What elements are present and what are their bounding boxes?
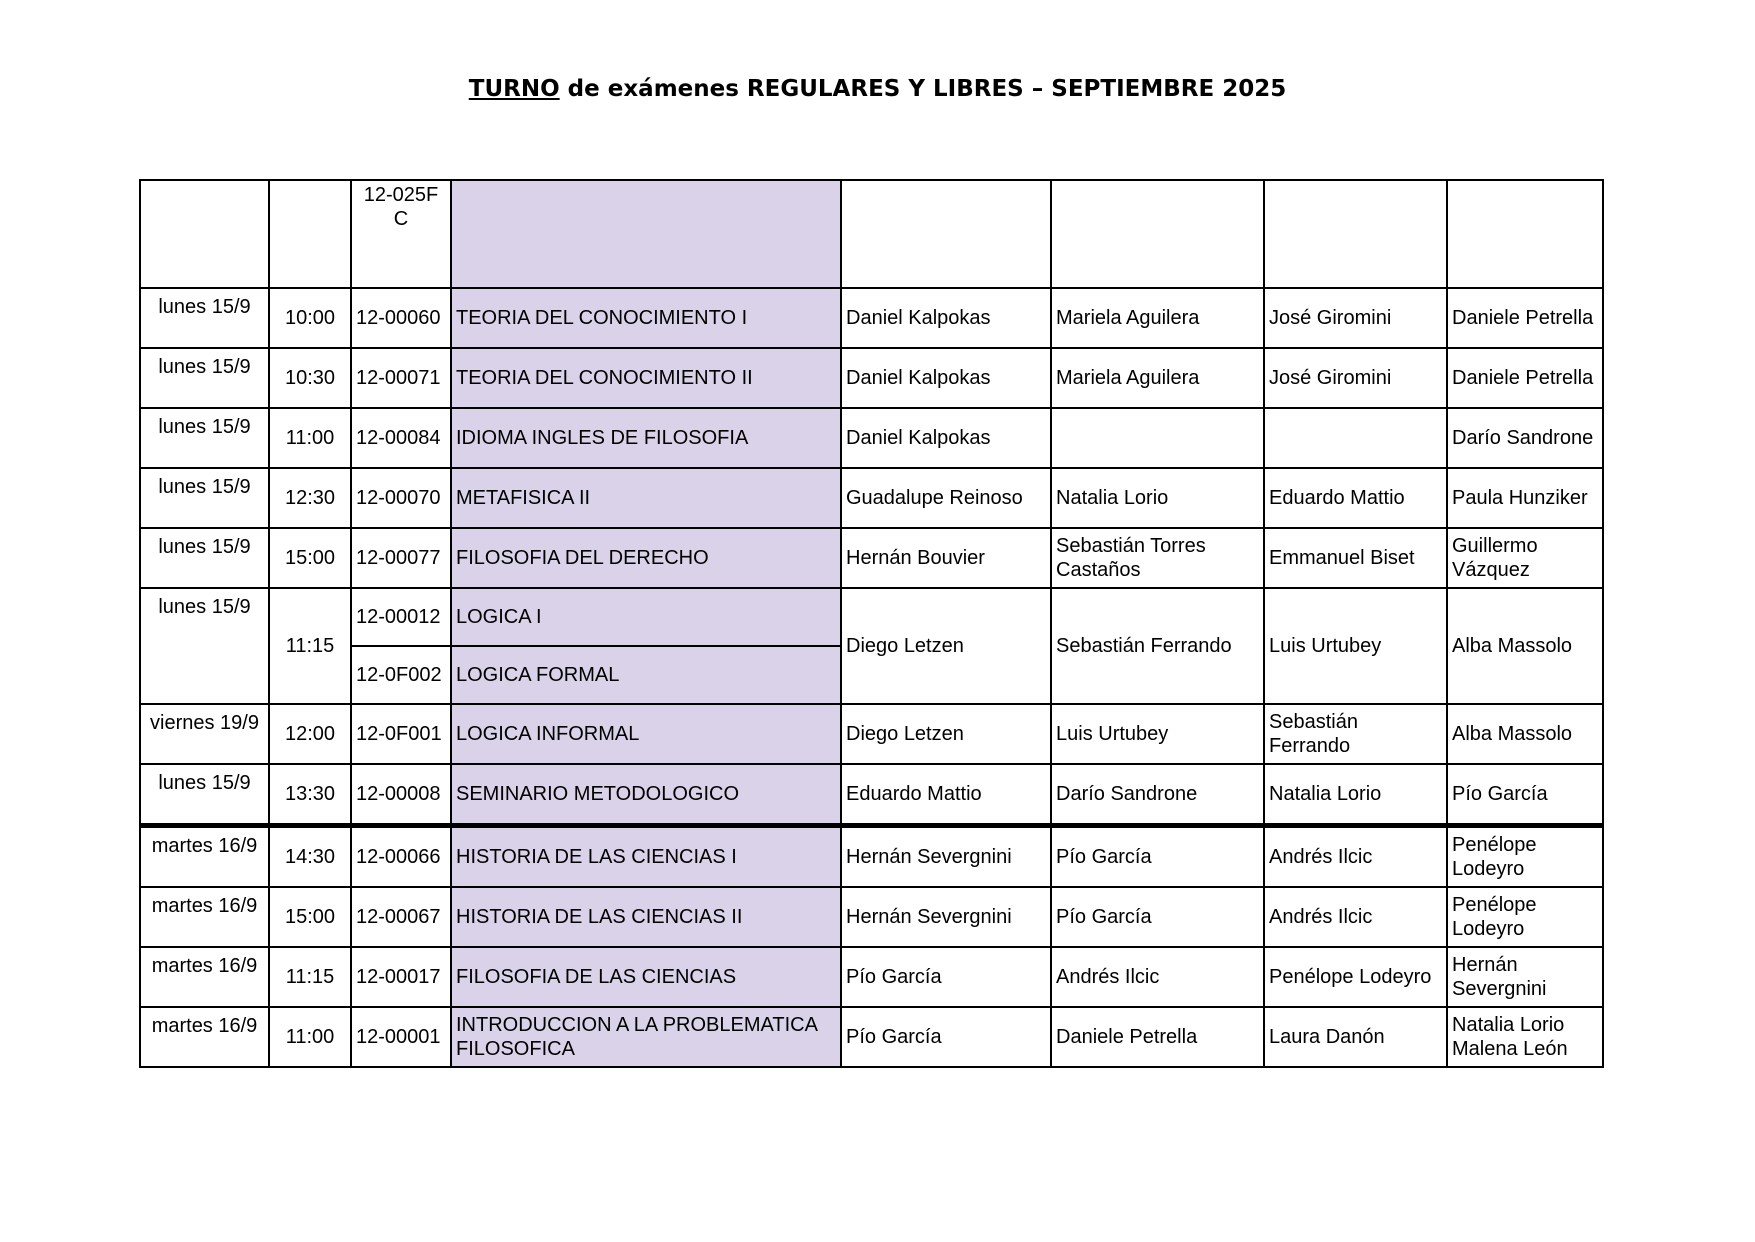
examiner-4-cell: Hernán Severgnini bbox=[1447, 947, 1603, 1007]
examiner-4-cell: Alba Massolo bbox=[1447, 704, 1603, 764]
code-cell: 12-0F001 bbox=[351, 704, 451, 764]
examiner-2-cell: Pío García bbox=[1051, 826, 1264, 888]
day-cell: lunes 15/9 bbox=[140, 764, 269, 826]
examiner-3-cell: Eduardo Mattio bbox=[1264, 468, 1447, 528]
header-row bbox=[140, 180, 1603, 288]
code-cell: 12-00077 bbox=[351, 528, 451, 588]
table-row bbox=[140, 764, 1603, 826]
header-cell bbox=[269, 180, 351, 288]
examiner-3-cell: Emmanuel Biset bbox=[1264, 528, 1447, 588]
table-row bbox=[140, 887, 1603, 947]
table-row bbox=[140, 1007, 1603, 1067]
examiner-1-cell: Hernán Bouvier bbox=[841, 528, 1051, 588]
subject-cell: FILOSOFIA DEL DERECHO bbox=[451, 528, 841, 588]
examiner-4-cell: Darío Sandrone bbox=[1447, 408, 1603, 468]
examiner-4-cell: Paula Hunziker bbox=[1447, 468, 1603, 528]
examiner-1-cell: Diego Letzen bbox=[841, 704, 1051, 764]
time-cell: 11:00 bbox=[269, 1007, 351, 1067]
subject-cell: SEMINARIO METODOLOGICO bbox=[451, 764, 841, 826]
code-cell: 12-00084 bbox=[351, 408, 451, 468]
code-cell: 12-00067 bbox=[351, 887, 451, 947]
code-cell: 12-00066 bbox=[351, 826, 451, 888]
examiner-1-cell: Daniel Kalpokas bbox=[841, 348, 1051, 408]
examiner-1-cell: Pío García bbox=[841, 947, 1051, 1007]
time-cell: 11:15 bbox=[269, 588, 351, 704]
time-cell: 12:30 bbox=[269, 468, 351, 528]
day-cell: lunes 15/9 bbox=[140, 348, 269, 408]
subject-cell: LOGICA INFORMAL bbox=[451, 704, 841, 764]
examiner-3-cell: Andrés Ilcic bbox=[1264, 887, 1447, 947]
subject-cell: LOGICA FORMAL bbox=[451, 646, 841, 704]
code-cell: 12-00070 bbox=[351, 468, 451, 528]
examiner-1-cell: Diego Letzen bbox=[841, 588, 1051, 704]
examiner-1-cell: Eduardo Mattio bbox=[841, 764, 1051, 826]
examiner-3-cell: Andrés Ilcic bbox=[1264, 826, 1447, 888]
day-cell: martes 16/9 bbox=[140, 1007, 269, 1067]
header-cell bbox=[841, 180, 1051, 288]
subject-cell: TEORIA DEL CONOCIMIENTO I bbox=[451, 288, 841, 348]
subject-cell: FILOSOFIA DE LAS CIENCIAS bbox=[451, 947, 841, 1007]
table-row bbox=[140, 528, 1603, 588]
day-cell: martes 16/9 bbox=[140, 887, 269, 947]
day-cell: viernes 19/9 bbox=[140, 704, 269, 764]
subject-cell: HISTORIA DE LAS CIENCIAS I bbox=[451, 826, 841, 888]
subject-cell: METAFISICA II bbox=[451, 468, 841, 528]
examiner-1-cell: Hernán Severgnini bbox=[841, 887, 1051, 947]
day-cell: martes 16/9 bbox=[140, 826, 269, 888]
examiner-2-cell bbox=[1051, 408, 1264, 468]
day-cell: lunes 15/9 bbox=[140, 468, 269, 528]
code-cell: 12-00008 bbox=[351, 764, 451, 826]
time-cell: 11:00 bbox=[269, 408, 351, 468]
subject-cell: LOGICA I bbox=[451, 588, 841, 646]
examiner-2-cell: Darío Sandrone bbox=[1051, 764, 1264, 826]
header-cell bbox=[1051, 180, 1264, 288]
examiner-2-cell: Pío García bbox=[1051, 887, 1264, 947]
code-cell: 12-00071 bbox=[351, 348, 451, 408]
title-rest: de exámenes REGULARES Y LIBRES – SEPTIEMBRE 2025 bbox=[559, 76, 1287, 102]
table-row bbox=[140, 468, 1603, 528]
table-row bbox=[140, 704, 1603, 764]
subject-cell: IDIOMA INGLES DE FILOSOFIA bbox=[451, 408, 841, 468]
examiner-4-cell: Alba Massolo bbox=[1447, 588, 1603, 704]
examiner-3-cell bbox=[1264, 408, 1447, 468]
header-cell bbox=[140, 180, 269, 288]
time-cell: 15:00 bbox=[269, 528, 351, 588]
header-code: 12-025F C bbox=[351, 180, 451, 288]
examiner-1-cell: Hernán Severgnini bbox=[841, 826, 1051, 888]
time-cell: 13:30 bbox=[269, 764, 351, 826]
examiner-2-cell: Daniele Petrella bbox=[1051, 1007, 1264, 1067]
examiner-3-cell: Laura Danón bbox=[1264, 1007, 1447, 1067]
examiner-3-cell: Luis Urtubey bbox=[1264, 588, 1447, 704]
table-row bbox=[140, 288, 1603, 348]
table-row bbox=[140, 408, 1603, 468]
examiner-3-cell: Natalia Lorio bbox=[1264, 764, 1447, 826]
examiner-4-cell: Penélope Lodeyro bbox=[1447, 887, 1603, 947]
time-cell: 14:30 bbox=[269, 826, 351, 888]
day-cell: lunes 15/9 bbox=[140, 528, 269, 588]
examiner-2-cell: Luis Urtubey bbox=[1051, 704, 1264, 764]
header-cell bbox=[1264, 180, 1447, 288]
examiner-3-cell: José Giromini bbox=[1264, 348, 1447, 408]
time-cell: 10:30 bbox=[269, 348, 351, 408]
exam-schedule-table bbox=[139, 179, 1604, 1068]
day-cell: lunes 15/9 bbox=[140, 588, 269, 704]
header-cell bbox=[451, 180, 841, 288]
examiner-2-cell: Natalia Lorio bbox=[1051, 468, 1264, 528]
examiner-4-cell: Penélope Lodeyro bbox=[1447, 826, 1603, 888]
day-cell: lunes 15/9 bbox=[140, 288, 269, 348]
code-cell: 12-00017 bbox=[351, 947, 451, 1007]
examiner-1-cell: Pío García bbox=[841, 1007, 1051, 1067]
code-cell: 12-00060 bbox=[351, 288, 451, 348]
examiner-2-cell: Mariela Aguilera bbox=[1051, 288, 1264, 348]
examiner-4-cell: Daniele Petrella bbox=[1447, 348, 1603, 408]
subject-cell: HISTORIA DE LAS CIENCIAS II bbox=[451, 887, 841, 947]
day-cell: martes 16/9 bbox=[140, 947, 269, 1007]
examiner-2-cell: Mariela Aguilera bbox=[1051, 348, 1264, 408]
examiner-4-cell: Guillermo Vázquez bbox=[1447, 528, 1603, 588]
examiner-4-cell: Pío García bbox=[1447, 764, 1603, 826]
header-cell bbox=[1447, 180, 1603, 288]
subject-cell: TEORIA DEL CONOCIMIENTO II bbox=[451, 348, 841, 408]
table-row bbox=[140, 947, 1603, 1007]
examiner-2-cell: Sebastián Torres Castaños bbox=[1051, 528, 1264, 588]
examiner-2-cell: Sebastián Ferrando bbox=[1051, 588, 1264, 704]
code-cell: 12-00001 bbox=[351, 1007, 451, 1067]
table-row bbox=[140, 826, 1603, 888]
time-cell: 10:00 bbox=[269, 288, 351, 348]
time-cell: 11:15 bbox=[269, 947, 351, 1007]
examiner-1-cell: Daniel Kalpokas bbox=[841, 288, 1051, 348]
code-cell: 12-0F002 bbox=[351, 646, 451, 704]
examiner-3-cell: Penélope Lodeyro bbox=[1264, 947, 1447, 1007]
page-title bbox=[0, 76, 1755, 102]
day-cell: lunes 15/9 bbox=[140, 408, 269, 468]
examiner-3-cell: Sebastián Ferrando bbox=[1264, 704, 1447, 764]
examiner-2-cell: Andrés Ilcic bbox=[1051, 947, 1264, 1007]
examiner-4-cell: Daniele Petrella bbox=[1447, 288, 1603, 348]
subject-cell: INTRODUCCION A LA PROBLEMATICA FILOSOFICA bbox=[451, 1007, 841, 1067]
examiner-3-cell: José Giromini bbox=[1264, 288, 1447, 348]
table-row bbox=[140, 588, 1603, 646]
code-cell: 12-00012 bbox=[351, 588, 451, 646]
examiner-4-cell: Natalia Lorio Malena León bbox=[1447, 1007, 1603, 1067]
time-cell: 15:00 bbox=[269, 887, 351, 947]
examiner-1-cell: Guadalupe Reinoso bbox=[841, 468, 1051, 528]
time-cell: 12:00 bbox=[269, 704, 351, 764]
title-turno: TURNO bbox=[468, 76, 560, 102]
examiner-1-cell: Daniel Kalpokas bbox=[841, 408, 1051, 468]
table-row bbox=[140, 348, 1603, 408]
